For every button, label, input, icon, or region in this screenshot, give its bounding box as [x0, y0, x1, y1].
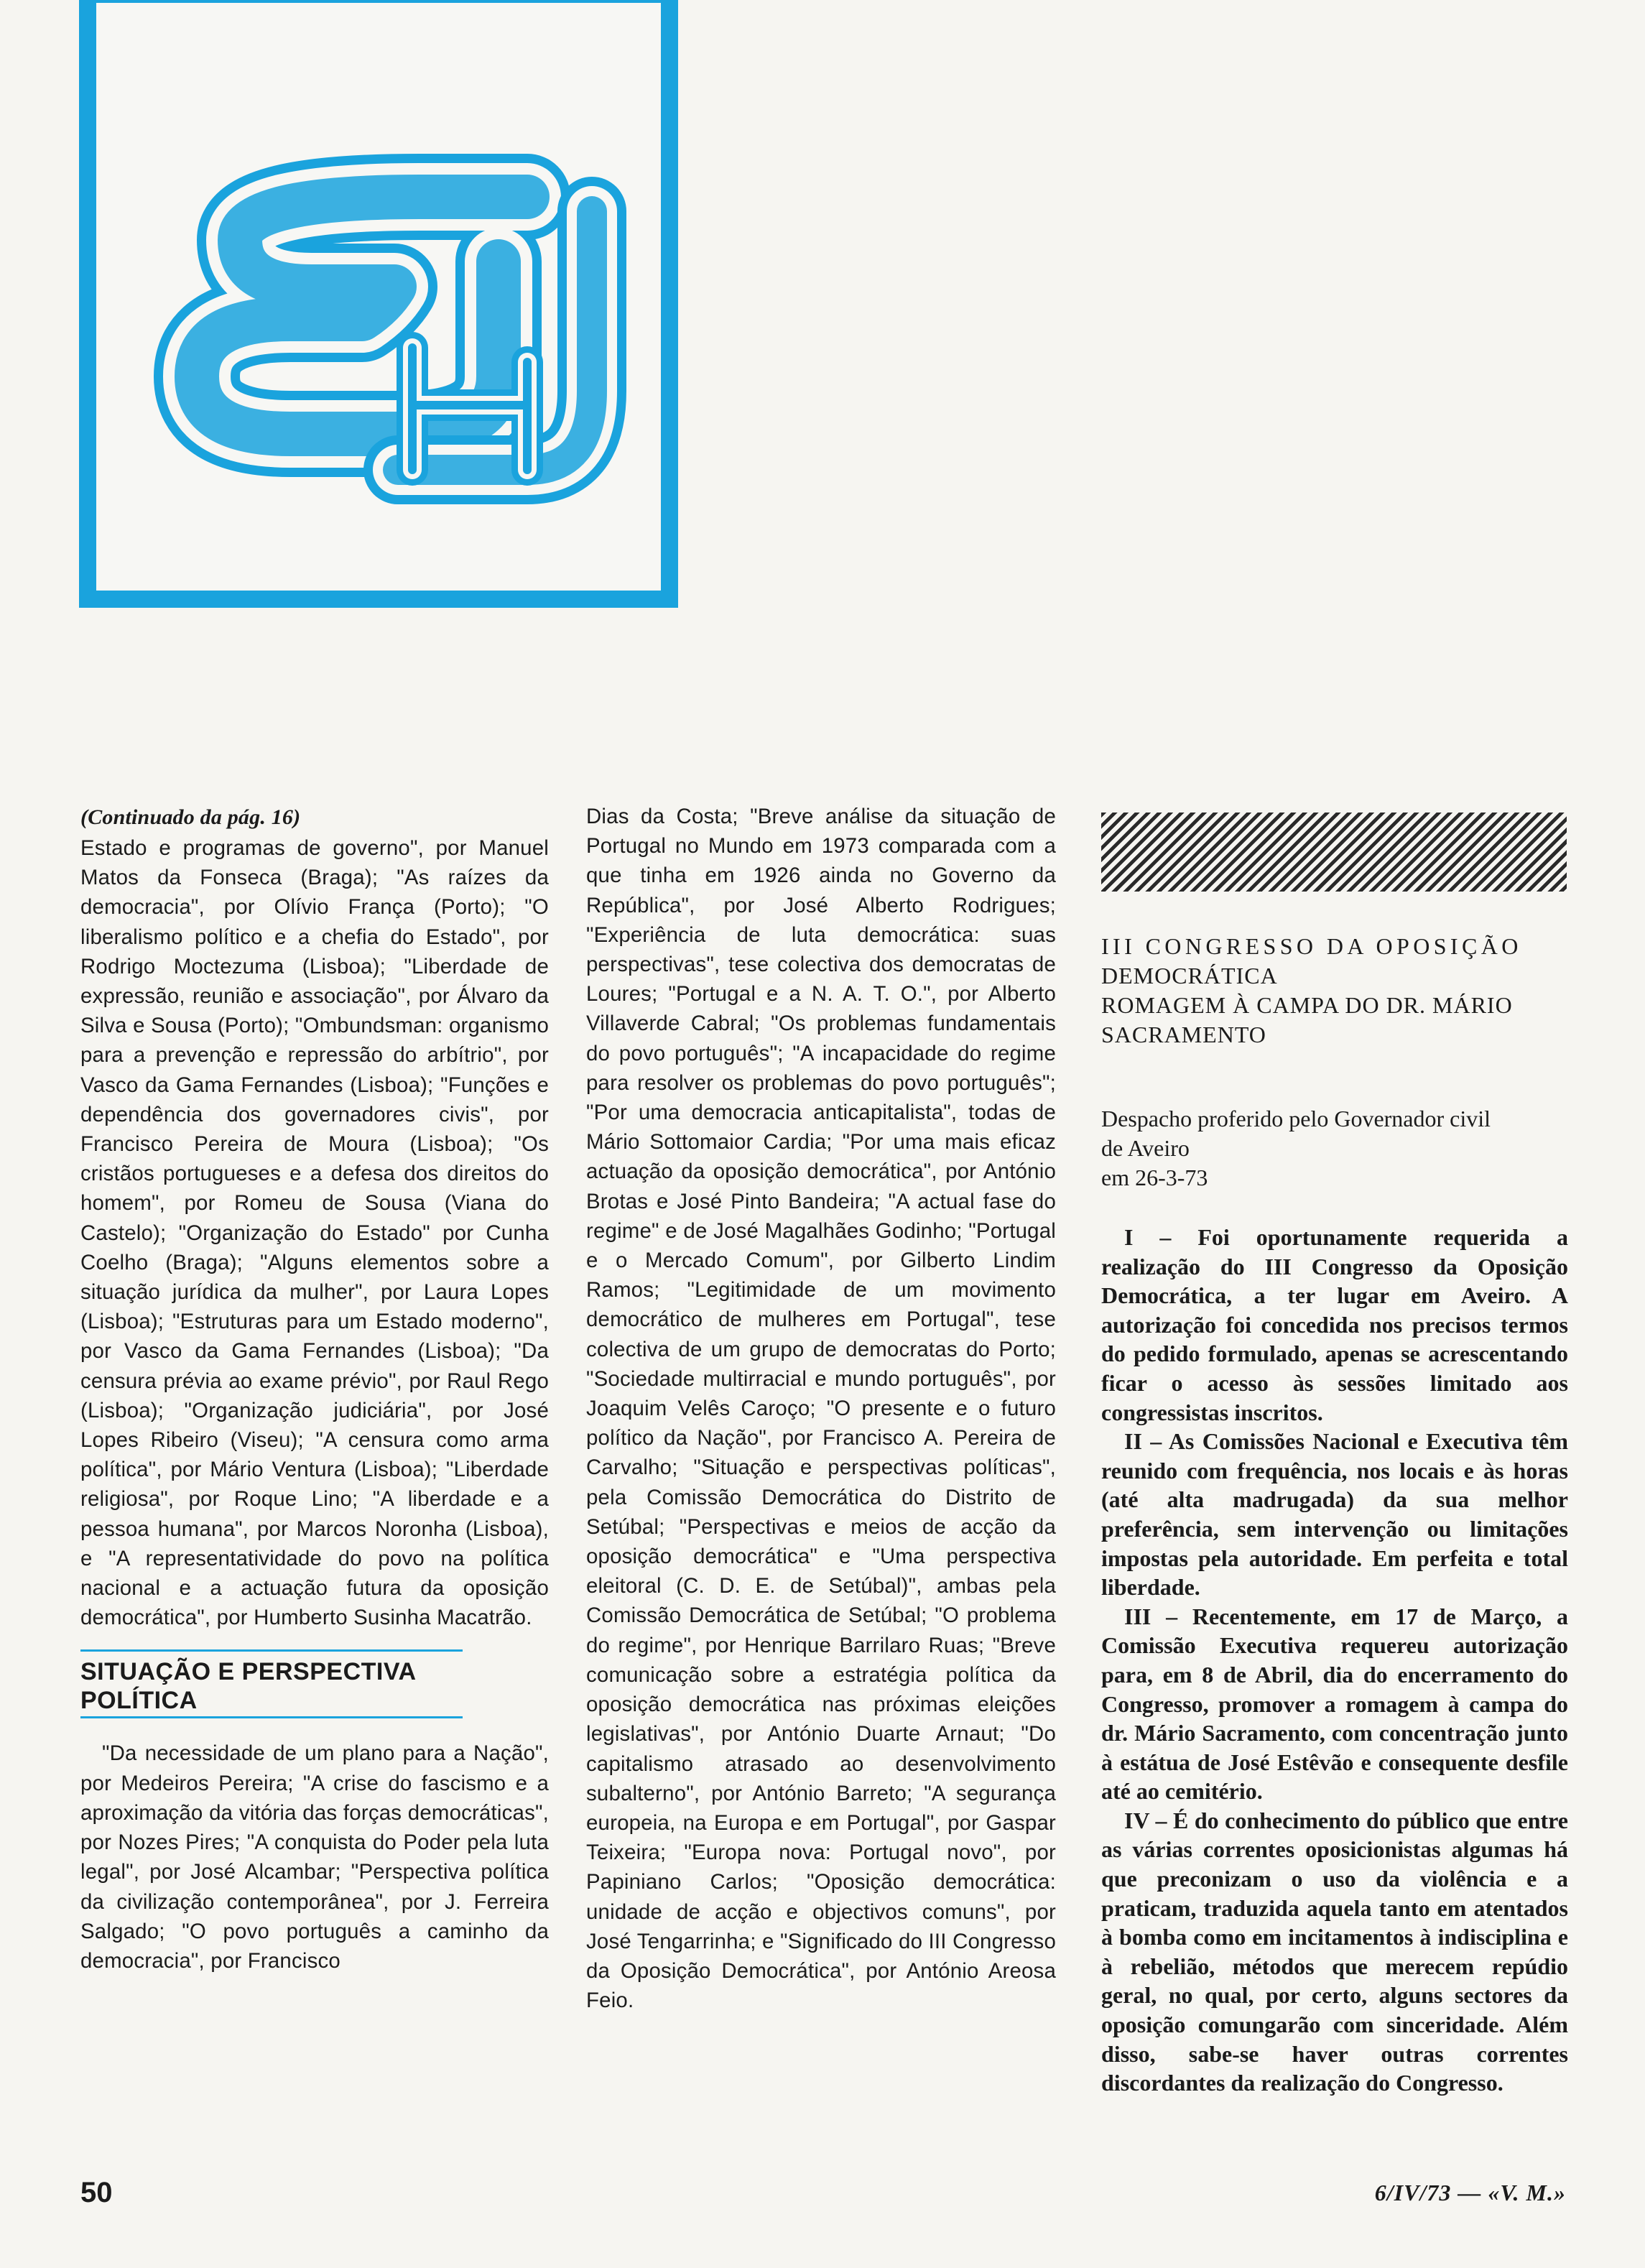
issue-reference: 6/IV/73 — «V. M.»	[1374, 2180, 1566, 2205]
article-column-2	[586, 802, 1056, 2015]
column-2-text: Dias da Costa; "Breve análise da situação de Portugal no Mundo em 1973 comparada com a que tinha em 1926 ainda no Governo da República", por José Alberto Rodrigues; "Experiência de luta democrática: suas perspectivas", tese colectiva dos democratas de Loures; "Portugal e a N. A. T. O.", por Alberto Villaverde Cabral; "Os problemas fundamentais do povo português"; "A incapacidade do regime para resolver os problemas do povo português"; "Por uma democracia anticapitalista", todas de Mário Sottomaior Cardia; "Por uma mais eficaz actuação da oposição democrática", por António Brotas e José Pinto Bandeira; "A actual fase do regime" e de José Magalhães Godinho; "Portugal e o Mercado Comum", por Gilberto Lindim Ramos; "Legitimidade de um movimento democrático de mulheres em Portugal", tese colectiva de um grupo de democratas do Porto; "Sociedade multirracial e mundo português", por Joaquim Velês Caroço; "O presente e o futuro político da Nação", por Francisco A. Pereira de Carvalho; "Situação e perspectivas políticas", pela Comissão Democrática do Distrito de Setúbal; "Perspectivas e meios de acção da oposição democrática" e "Uma perspectiva eleitoral (C. D. E. de Setúbal)", ambas pela Comissão Democrática de Setúbal; "O problema do regime", por Henrique Barrilaro Ruas; "Breve comunicação sobre a estratégia política da oposição democrática nas próximas eleições legislativas", por António Duarte Arnaut; "Do capitalismo atrasado ao desenvolvimento subalterno", por António Barreto; "A segurança europeia, na Europa e em Portugal", por Gaspar Teixeira; "Europa nova: Portugal novo", por Papiniano Carlos; "Oposição democrática: unidade de acção e objectivos comuns", por José Tengarrinha; e "Significado do III Congresso da Oposição Democrática", por António Areosa Feio.	[586, 805, 1056, 2013]
section-heading-line-1: SITUAÇÃO E PERSPECTIVA	[80, 1658, 417, 1686]
despacho-line-2: de Aveiro	[1101, 1135, 1190, 1161]
despacho-line-3: em 26-3-73	[1101, 1165, 1208, 1190]
despacho-subhead	[1101, 1104, 1568, 1193]
paragraph-4: IV – É do conhecimento do público que entre as várias correntes oposicionistas algumas há que preconizam o uso da violência e a praticam, traduzida aquela tanto em atentados à bomba como em incitamentos à indisciplina e à rebelião, métodos que merecem repúdio geral, no qual, por certo, alguns sectores da oposição comungarão com sinceridade. Além disso, sabe-se haver outras correntes discordantes da realização do Congresso.	[1101, 1807, 1568, 2096]
headline	[1101, 932, 1568, 1050]
despacho-body	[1101, 1223, 1568, 2098]
congress-logo-icon	[96, 3, 695, 625]
section-heading	[80, 1649, 463, 1718]
page-number: 50	[80, 2177, 113, 2208]
headline-line-4: SACRAMENTO	[1101, 1022, 1266, 1047]
despacho-line-1: Despacho proferido pelo Governador civil	[1101, 1106, 1491, 1131]
headline-line-1: III CONGRESSO DA OPOSIÇÃO	[1101, 933, 1522, 959]
continued-note: (Continuado da pág. 16)	[80, 805, 301, 829]
headline-line-3: ROMAGEM À CAMPA DO DR. MÁRIO	[1101, 992, 1513, 1018]
hatched-banner	[1101, 813, 1567, 892]
paragraph-2: II – As Comissões Nacional e Executiva têm reunido com frequência, nos locais e às horas (até alta madrugada) da sua melhor preferência, sem intervenção ou limitações impostas pela autoridade. Em perfeita e total liberdade.	[1101, 1428, 1568, 1601]
section-heading-line-2: POLÍTICA	[80, 1687, 198, 1715]
article-column-1	[80, 803, 549, 1976]
column-1-text-2: "Da necessidade de um plano para a Nação", por Medeiros Pereira; "A crise do fascismo e a aproximação da vitória das forças democráticas", por Nozes Pires; "A conquista do Poder pela luta legal", por José Alcambar; "Perspectiva política da civilização contemporânea", por J. Ferreira Salgado; "O povo português a caminho da democracia", por Francisco	[80, 1741, 549, 1973]
column-1-text: Estado e programas de governo", por Manuel Matos da Fonseca (Braga); "As raízes da democracia", por Olívio França (Porto); "O liberalismo político e a chefia do Estado", por Rodrigo Moctezuma (Lisboa); "Liberdade de expressão, reunião e associação", por Álvaro da Silva e Sousa (Porto); "Ombundsman: organismo para a prevenção e repressão do arbítrio", por Vasco da Gama Fernandes (Lisboa); "Funções e dependência dos governadores civis", por Francisco Pereira de Moura (Lisboa); "Os cristãos portugueses e a defesa dos direitos do homem", por Romeu de Sousa (Viana do Castelo); "Organização do Estado" por Cunha Coelho (Braga); "Alguns elementos sobre a situação jurídica da mulher", por Laura Lopes (Lisboa); "Estruturas para um Estado moderno", por Vasco da Gama Fernandes (Lisboa); "Da censura prévia ao exame prévio", por Raul Rego (Lisboa); "Organização judiciária", por José Lopes Ribeiro (Viseu); "A censura como arma política", por Mário Ventura (Lisboa); "Liberdade religiosa", por Roque Lino; "A liberdade e a pessoa humana", por Marcos Noronha (Lisboa), e "A representatividade do povo na política nacional e a actuação futura da oposição democrática", por Humberto Susinha Macatrão.	[80, 836, 549, 1630]
paragraph-3: III – Recentemente, em 17 de Março, a Comissão Executiva requereu autorização para, em 8 de Abril, dia do encerramento do Congresso, promover a romagem à campa do dr. Mário Sacramento, com concentração junto à estátua de José Estêvão e consequente desfile até ao cemitério.	[1101, 1603, 1568, 1805]
headline-line-2: DEMOCRÁTICA	[1101, 963, 1278, 989]
paragraph-1: I – Foi oportunamente requerida a realização do III Congresso da Oposição Democrática, a ter lugar em Aveiro. A autorização foi concedida nos precisos termos do pedido formulado, apenas se acrescentando ficar o acesso às sessões limitado aos congressistas inscritos.	[1101, 1224, 1568, 1425]
logo-frame	[79, 0, 678, 608]
